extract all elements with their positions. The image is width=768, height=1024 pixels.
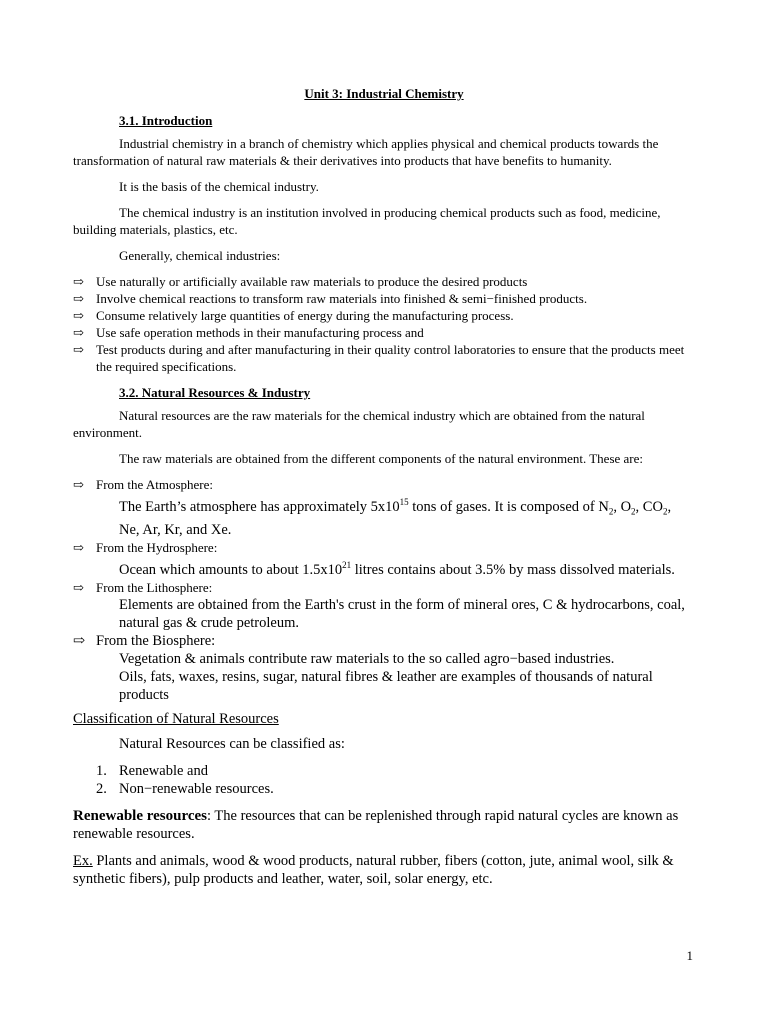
list-item [0,273,695,290]
text-run: , Ne, Ar, Kr, and Xe. [119,498,672,538]
list-item-label: From the Lithosphere: [96,579,213,595]
paragraph: It is the basis of the chemical industry. [119,179,319,194]
list-item-text: Non−renewable resources. [119,780,274,797]
text-run: tons of gases. It is composed of N [408,498,609,515]
list-item-text: Consume relatively large quantities of energy during the manufacturing process. [96,308,514,323]
arrow-right-icon: ⇨ [73,325,84,340]
list-item [73,780,695,798]
list-item-atmosphere [0,476,695,539]
list-item-biosphere [0,632,695,704]
superscript: 15 [399,497,409,507]
page-title: Unit 3: Industrial Chemistry [304,86,464,101]
page-content [73,112,695,897]
subscript: 2 [631,506,636,517]
list-item-label: From the Hydrosphere: [96,539,218,555]
atmosphere-description [119,493,695,539]
example-label: Ex. [73,852,93,869]
source-list [0,476,695,704]
subscript: 2 [608,506,614,517]
arrow-right-icon: ⇨ [73,477,84,492]
text-run: , CO [635,498,663,515]
superscript: 21 [342,559,352,570]
section-heading-introduction: 3.1. Introduction [119,113,213,128]
list-item-lithosphere [0,579,695,632]
bullet-list [0,273,695,375]
arrow-right-icon: ⇨ [73,539,84,555]
page-number: 1 [686,948,693,963]
example-text: Plants and animals, wood & wood products, natural rubber, fibers (cotton, jute, animal wool, silk & synthetic fibers), pulp products and leather, water, soil, solar energy, etc. [73,852,674,887]
paragraph: Industrial chemistry in a branch of chemistry which applies physical and chemical products towards the transformation of natural raw materials & their derivatives into products that have benefits to humanity. [73,136,659,168]
paragraph: The chemical industry is an institution involved in producing chemical products such as food, medicine, building materials, plastics, etc. [73,205,661,237]
arrow-right-icon: ⇨ [73,308,84,323]
paragraph: Generally, chemical industries: [119,248,281,263]
list-item-text: Renewable and [119,762,208,779]
subscript: 2 [662,506,668,517]
biosphere-description-1: Vegetation & animals contribute raw materials to the so called agro−based industries. [119,650,615,667]
term: Renewable resources [73,807,208,824]
text-run: litres contains about 3.5% by mass dissolved materials. [351,561,675,578]
list-item [0,324,695,341]
list-item-label: From the Biosphere: [96,632,216,649]
classification-list [73,762,695,798]
list-item [0,341,695,375]
lithosphere-description: Elements are obtained from the Earth's crust in the form of mineral ores, C & hydrocarbons, coal, natural gas & crude petroleum. [119,596,685,631]
classification-heading: Classification of Natural Resources [73,710,279,727]
list-item-text: Test products during and after manufacturing in their quality control laboratories to ensure that the products meet the required specifications. [96,342,685,374]
biosphere-description-2: Oils, fats, waxes, resins, sugar, natural fibres & leather are examples of thousands of natural products [119,668,653,703]
arrow-right-icon: ⇨ [73,342,84,357]
paragraph: Natural Resources can be classified as: [119,735,345,752]
list-item-text: Use safe operation methods in their manufacturing process and [96,325,424,340]
arrow-right-icon: ⇨ [73,291,84,306]
list-item-text: Use naturally or artificially available raw materials to produce the desired products [96,274,528,289]
list-item-hydrosphere [0,539,695,579]
renewable-examples [73,852,695,888]
arrow-right-icon: ⇨ [73,579,84,595]
definition-text: : The resources that can be replenished through rapid natural cycles are known as renewable resources. [73,807,679,842]
list-number: 2. [96,780,107,797]
list-item-label: From the Atmosphere: [96,477,213,492]
section-heading-natural-resources: 3.2. Natural Resources & Industry [119,385,311,400]
list-item-text: Involve chemical reactions to transform raw materials into finished & semi−finished products. [96,291,588,306]
list-item [0,307,695,324]
list-number: 1. [96,762,107,779]
renewable-definition [73,807,695,843]
arrow-right-icon: ⇨ [73,632,86,649]
list-item [0,290,695,307]
arrow-right-icon: ⇨ [73,274,84,289]
text-run: Ocean which amounts to about 1.5x10 [119,561,343,578]
text-run: The Earth’s atmosphere has approximately 5x10 [119,498,400,515]
paragraph: The raw materials are obtained from the different components of the natural environment. These are: [119,451,644,466]
hydrosphere-description [119,556,695,579]
list-item [73,762,695,780]
text-run: , O [613,498,632,515]
paragraph: Natural resources are the raw materials for the chemical industry which are obtained from the natural environment. [73,408,645,440]
